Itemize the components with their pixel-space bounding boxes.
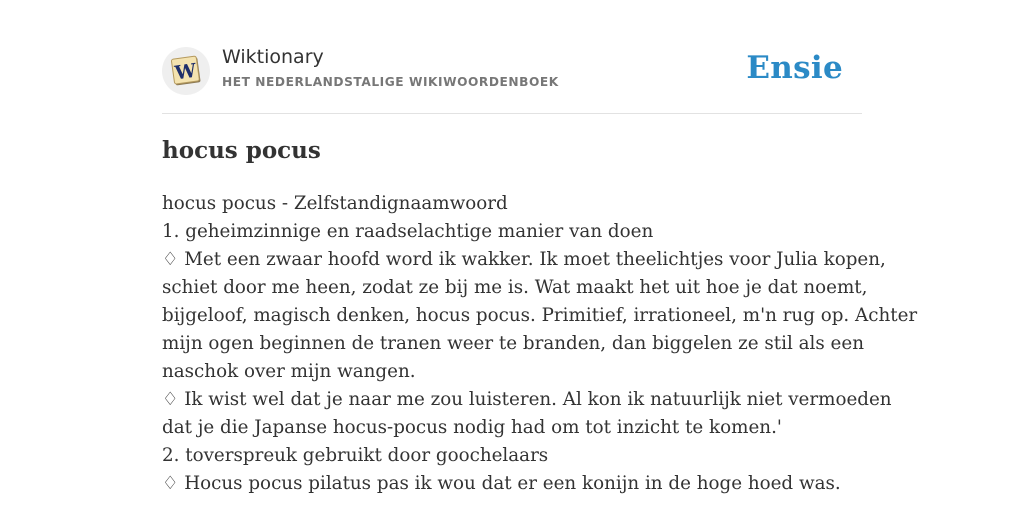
definition-line: ♢ Met een zwaar hoofd word ik wakker. Ik moet theelichtjes voor Julia kopen,	[162, 249, 886, 270]
definition-line: hocus pocus - Zelfstandignaamwoord	[162, 193, 508, 214]
definition-line: ♢ Ik wist wel dat je naar me zou luisteren. Al kon ik natuurlijk niet vermoeden	[162, 389, 892, 410]
site-name[interactable]: Wiktionary	[222, 46, 324, 68]
wiktionary-logo-graphic	[162, 47, 210, 95]
definition-line: mijn ogen beginnen de tranen weer te branden, dan biggelen ze stil als een	[162, 333, 864, 354]
brand-logo[interactable]: Ensie	[746, 50, 843, 86]
definition-line: schiet door me heen, zodat ze bij me is. Wat maakt het uit hoe je dat noemt,	[162, 277, 868, 298]
site-header	[162, 45, 862, 97]
wiktionary-logo-icon[interactable]	[162, 47, 210, 95]
definition-line: 1. geheimzinnige en raadselachtige manier van doen	[162, 221, 654, 242]
header-divider	[162, 113, 862, 114]
definition-line: dat je die Japanse hocus-pocus nodig had om tot inzicht te komen.'	[162, 417, 782, 438]
definition-line: ♢ Hocus pocus pilatus pas ik wou dat er een konijn in de hoge hoed was.	[162, 473, 841, 494]
definition-content	[162, 190, 918, 498]
site-tagline: HET NEDERLANDSTALIGE WIKIWOORDENBOEK	[222, 75, 559, 89]
svg-text:W: W	[173, 59, 198, 85]
definition-line: bijgeloof, magisch denken, hocus pocus. Primitief, irrationeel, m'n rug op. Achter	[162, 305, 918, 326]
definition-line: naschok over mijn wangen.	[162, 361, 416, 382]
definition-line: 2. toverspreuk gebruikt door goochelaars	[162, 445, 549, 466]
page-title: hocus pocus	[162, 137, 321, 164]
